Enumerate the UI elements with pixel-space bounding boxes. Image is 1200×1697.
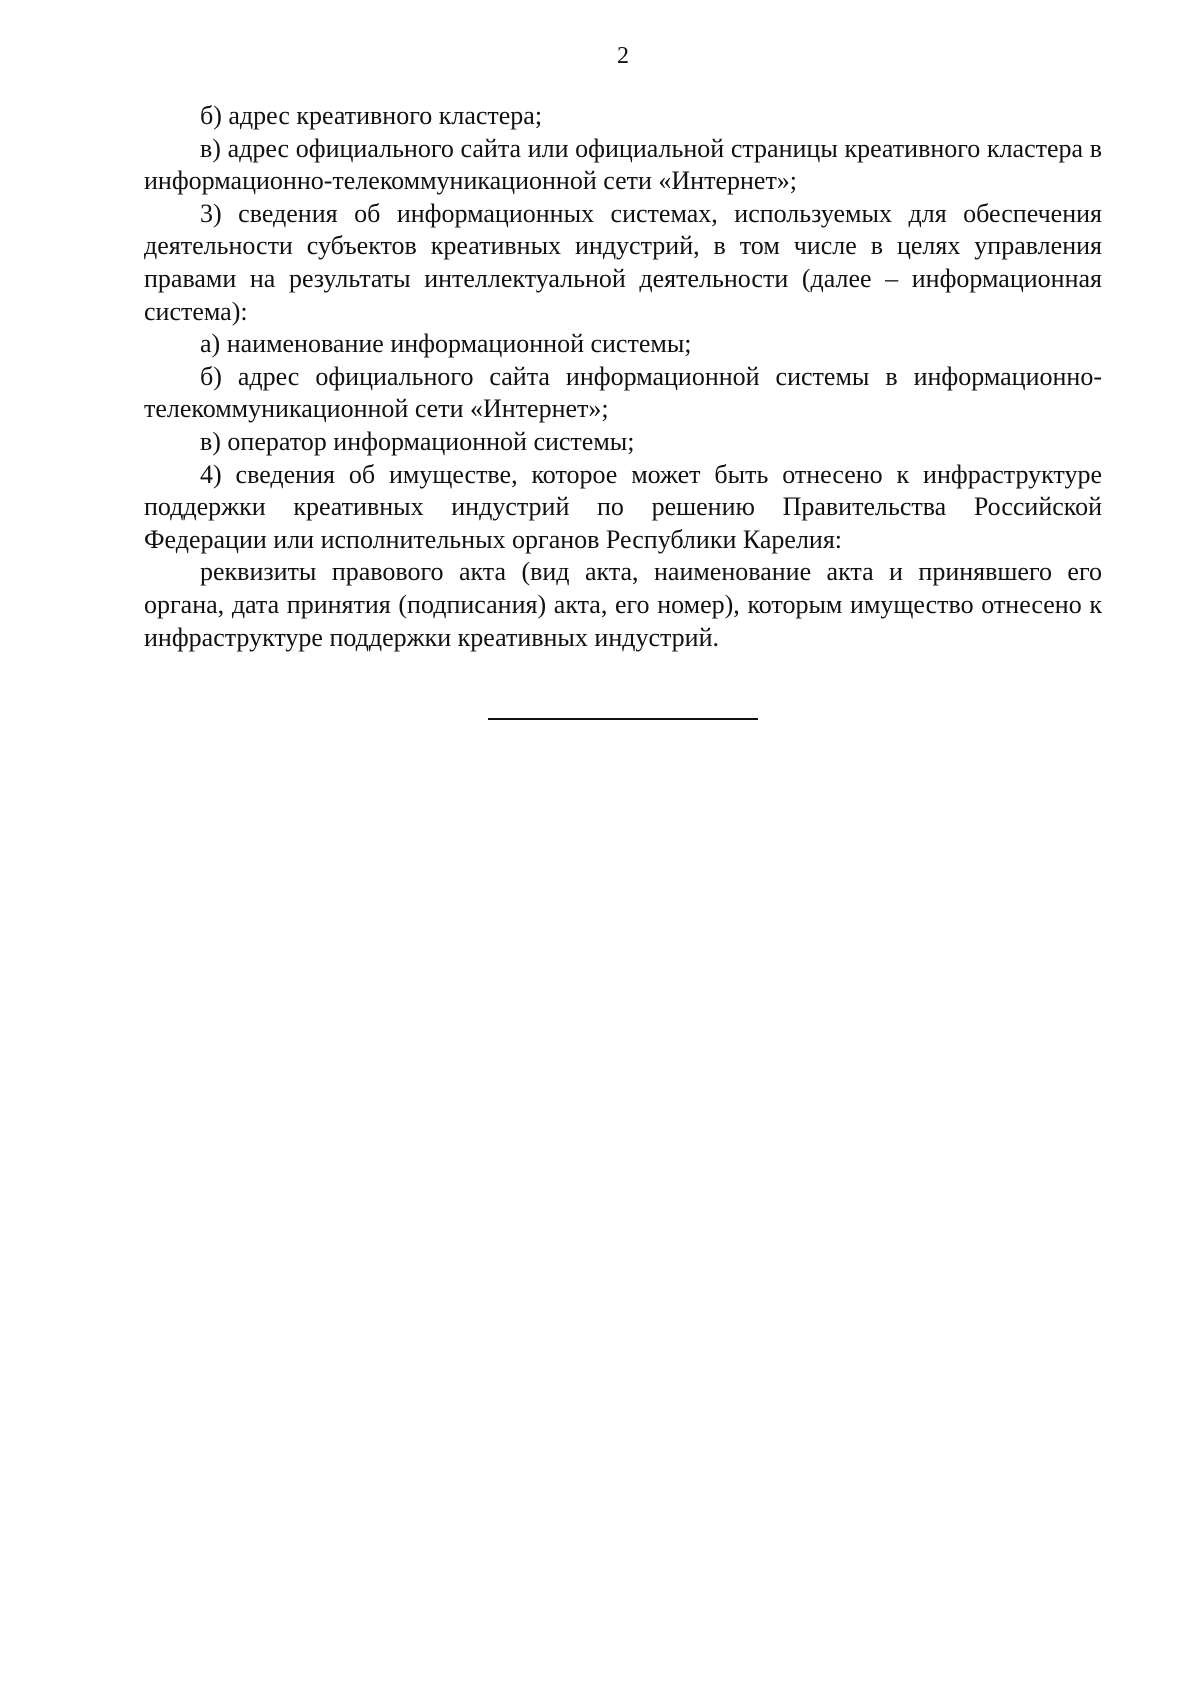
paragraph-system-name: а) наименование информационной системы;: [200, 329, 692, 359]
paragraph-system-operator: в) оператор информационной системы;: [200, 426, 635, 456]
paragraph-legal-act-details: реквизиты правового акта (вид акта, наименование акта и принявшего его органа, дата принятия (подписания) акта, его номер), которым имущество отнесено к инфраструктуре поддержки креативных индустрий.: [144, 557, 1102, 652]
paragraph-cluster-address: б) адрес креативного кластера;: [200, 101, 543, 130]
paragraph-information-systems: 3) сведения об информационных системах, используемых для обеспечения деятельности субъектов креативных индустрий, в том числе в целях управления правами на результаты интеллектуальной деятельности (далее – информационная система):: [144, 198, 1102, 326]
closing-divider-line: [488, 718, 758, 720]
page-number: 2: [617, 43, 629, 69]
document-body: [144, 100, 1102, 654]
paragraph-system-website: б) адрес официального сайта информационной системы в информационно-телекоммуникационной сети «Интернет»;: [144, 361, 1102, 424]
paragraph-cluster-website: в) адрес официального сайта или официальной страницы креативного кластера в информационно-телекоммуникационной сети «Интернет»;: [144, 133, 1102, 196]
paragraph-property-info: 4) сведения об имуществе, которое может быть отнесено к инфраструктуре поддержки креативных индустрий по решению Правительства Российской Федерации или исполнительных органов Республики Карелия:: [144, 459, 1102, 554]
